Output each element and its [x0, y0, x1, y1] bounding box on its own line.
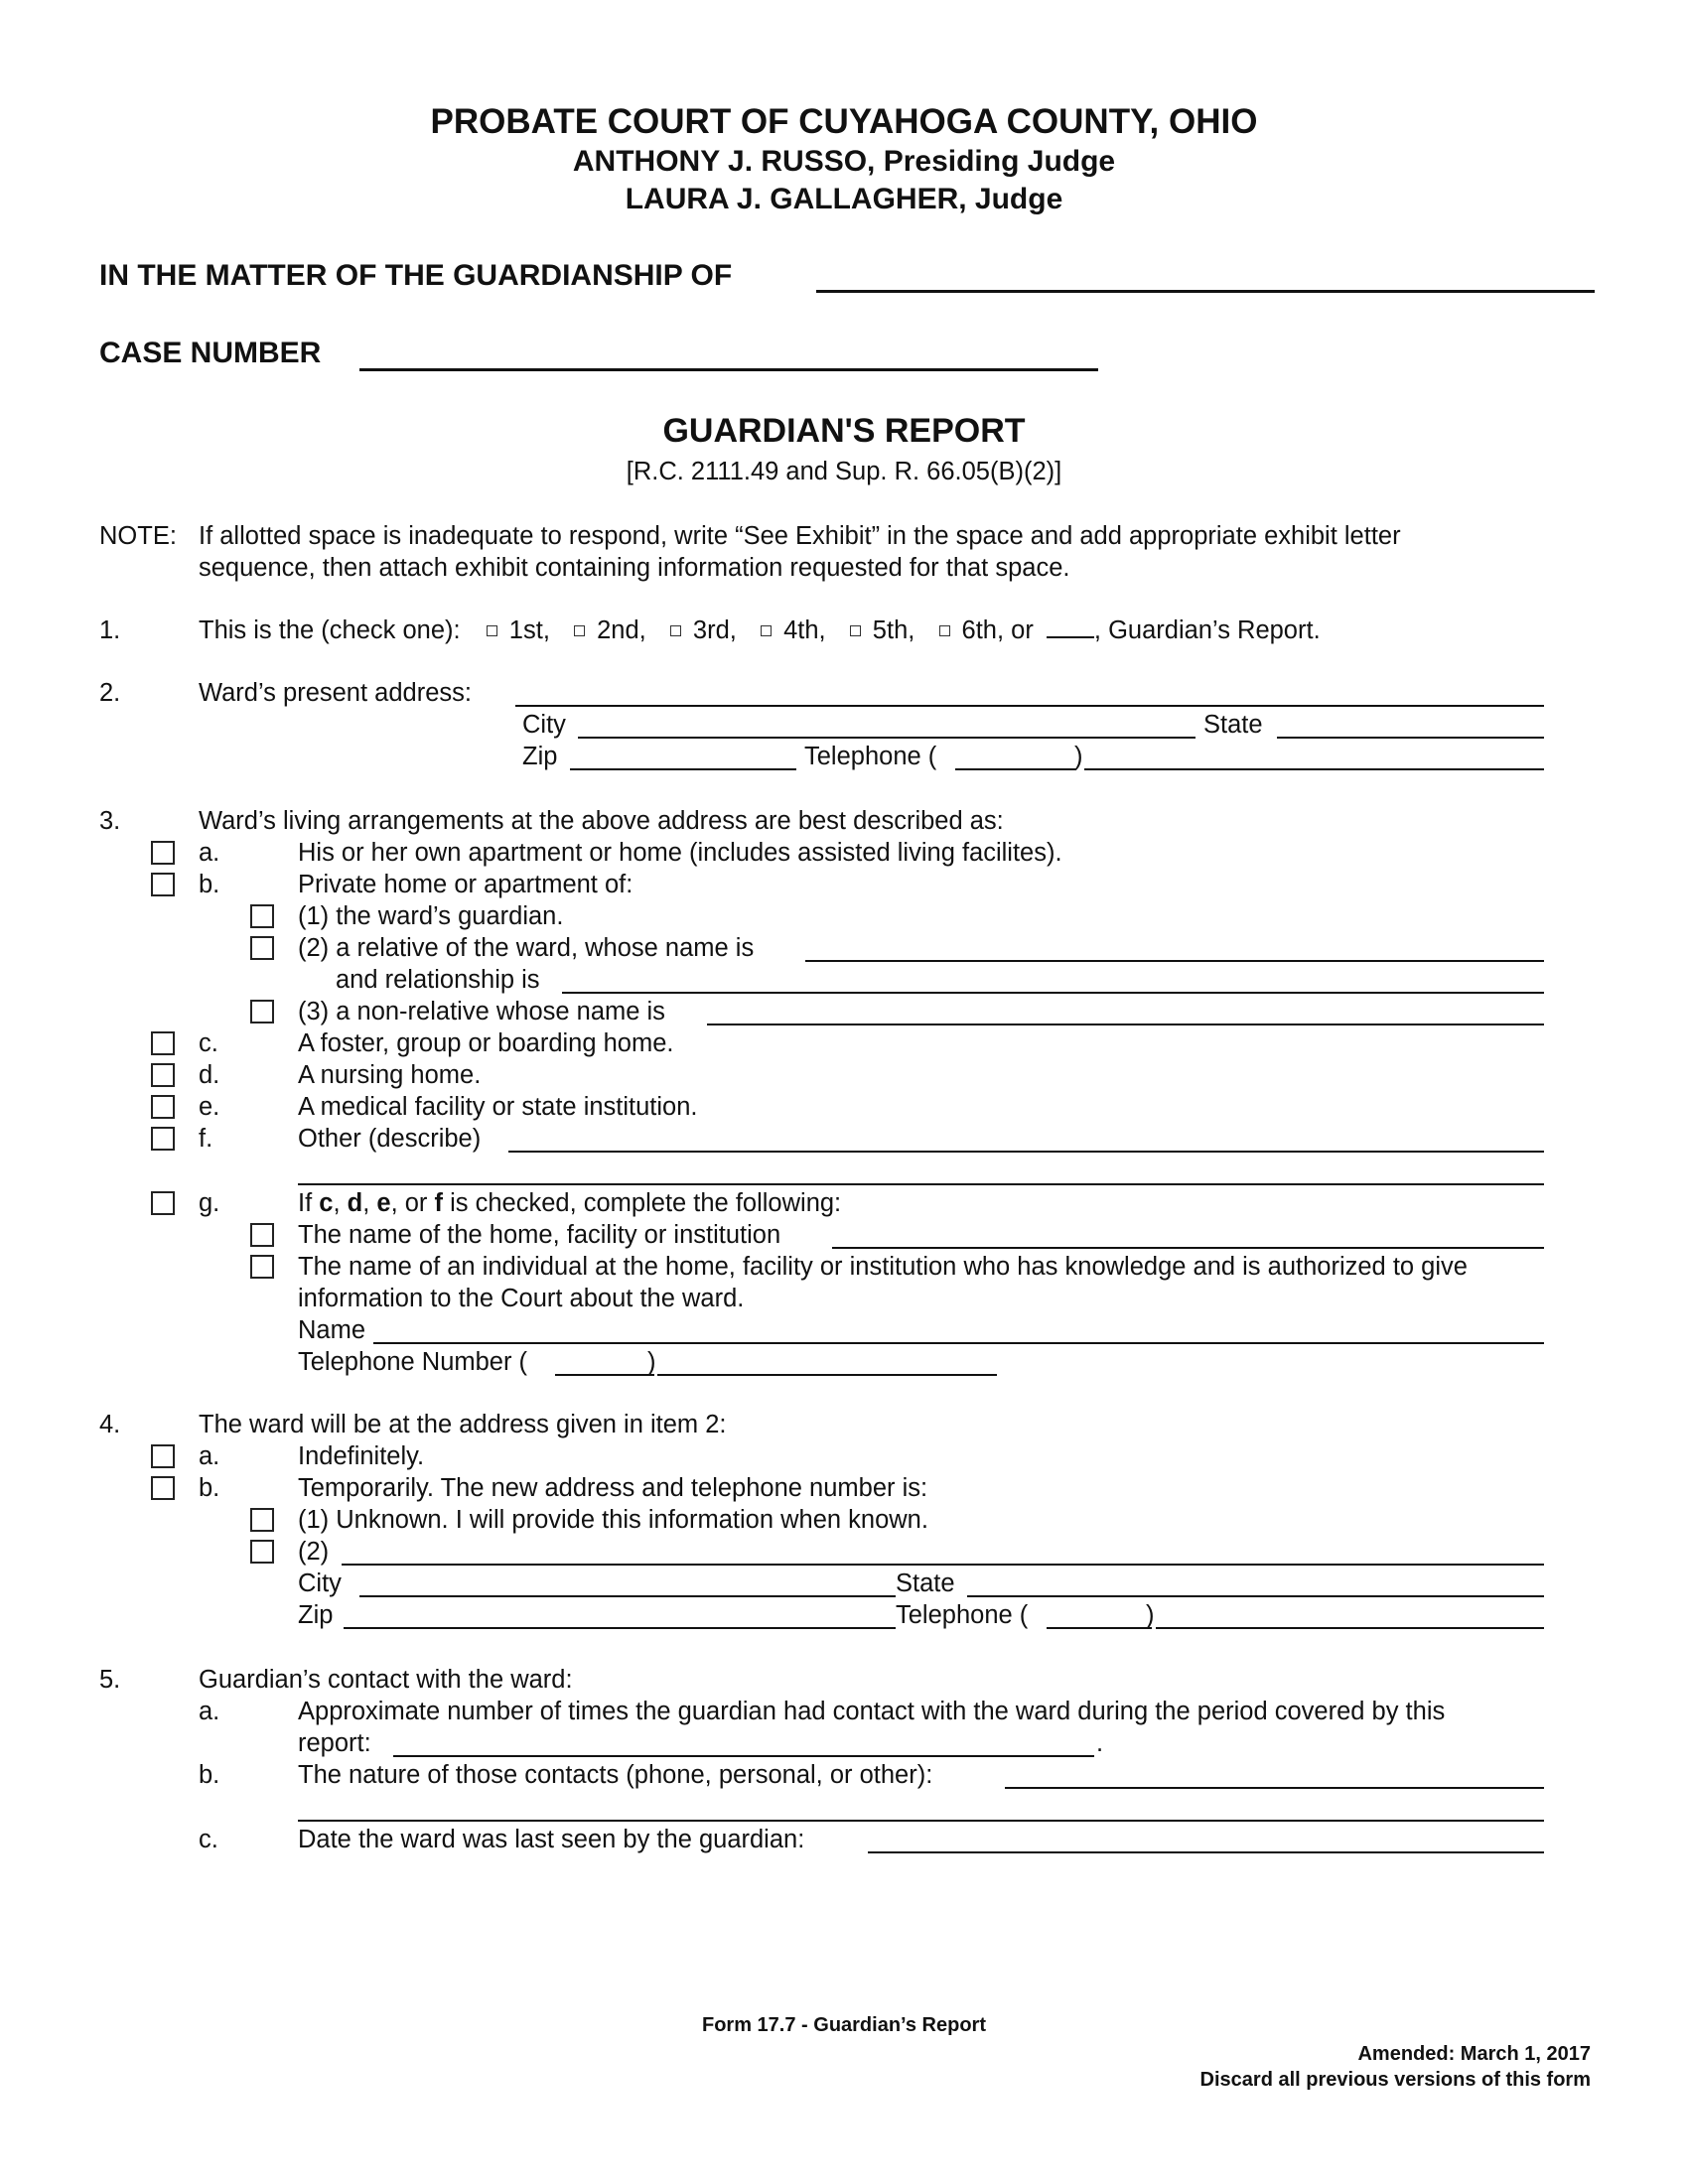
g-d: d	[347, 1189, 363, 1217]
item-3c-text: A foster, group or boarding home.	[298, 1029, 674, 1057]
item-4b-letter: b.	[199, 1474, 220, 1502]
item-5a-line2: report:	[298, 1729, 371, 1757]
option-3f-checkbox[interactable]	[151, 1127, 175, 1151]
item-4-number: 4.	[99, 1411, 121, 1438]
option-4b-checkbox[interactable]	[151, 1476, 175, 1500]
option-3b3-checkbox[interactable]	[250, 1000, 274, 1024]
option-3b1-checkbox[interactable]	[250, 904, 274, 928]
item-1-row	[199, 615, 1321, 645]
option-3g2-checkbox[interactable]	[250, 1255, 274, 1279]
new-telephone-label: Telephone (	[896, 1601, 1029, 1629]
contact-nature-field[interactable]	[1005, 1787, 1544, 1789]
item-3g-letter: g.	[199, 1189, 220, 1217]
item-5-heading: Guardian’s contact with the ward:	[199, 1666, 573, 1694]
item-3a-letter: a.	[199, 839, 220, 867]
item-4b-text: Temporarily. The new address and telephone number is:	[298, 1474, 928, 1502]
footer-form-name: Form 17.7 - Guardian’s Report	[702, 2014, 986, 2036]
relationship-label: and relationship is	[336, 966, 540, 994]
option-4b1-checkbox[interactable]	[250, 1508, 274, 1532]
city-label: City	[522, 711, 566, 739]
item-4-heading: The ward will be at the address given in item 2:	[199, 1411, 727, 1438]
option-5th-label: 5th,	[872, 616, 915, 644]
g-f: f	[434, 1189, 443, 1217]
new-telephone-field[interactable]	[1156, 1627, 1544, 1629]
item-5b-letter: b.	[199, 1761, 220, 1789]
item-5c-text: Date the ward was last seen by the guardian:	[298, 1826, 805, 1853]
state-label: State	[1203, 711, 1263, 739]
option-4th-checkbox[interactable]	[761, 625, 772, 636]
item-4a-letter: a.	[199, 1442, 220, 1470]
item-5a-letter: a.	[199, 1698, 220, 1725]
item-3e-letter: e.	[199, 1093, 220, 1121]
option-3rd-label: 3rd,	[692, 616, 737, 644]
option-3a-checkbox[interactable]	[151, 841, 175, 865]
item-2-number: 2.	[99, 679, 121, 707]
telephone-field[interactable]	[1084, 768, 1544, 770]
item-3b3-text: (3) a non-relative whose name is	[298, 998, 665, 1025]
option-3b-checkbox[interactable]	[151, 873, 175, 896]
item-3d-text: A nursing home.	[298, 1061, 482, 1089]
contact-count-field[interactable]	[393, 1755, 1094, 1757]
telephone-label: Telephone (	[804, 743, 937, 770]
item-4a-text: Indefinitely.	[298, 1442, 425, 1470]
option-6th-checkbox[interactable]	[939, 625, 950, 636]
new-telephone-paren: )	[1146, 1601, 1155, 1629]
item-1-suffix: , Guardian’s Report.	[1093, 616, 1321, 644]
item-5-number: 5.	[99, 1666, 121, 1694]
zip-field[interactable]	[570, 768, 796, 770]
footer-amended: Amended: March 1, 2017	[1357, 2043, 1591, 2065]
new-zip-field[interactable]	[344, 1627, 896, 1629]
item-4b2-text: (2)	[298, 1538, 330, 1566]
option-1st-label: 1st,	[508, 616, 550, 644]
option-4a-checkbox[interactable]	[151, 1444, 175, 1468]
option-3rd-checkbox[interactable]	[670, 625, 681, 636]
area-code-field[interactable]	[955, 768, 1076, 770]
item-4b1-text: (1) Unknown. I will provide this information when known.	[298, 1506, 928, 1534]
telephone-paren: )	[1074, 743, 1083, 770]
item-3g-text: If c, d, e, or f is checked, complete the following:	[298, 1189, 842, 1217]
item-3b2-text: (2) a relative of the ward, whose name is	[298, 934, 755, 962]
note-label: NOTE:	[99, 522, 177, 550]
item-5a-period: .	[1096, 1729, 1104, 1757]
contact-nature-field-2[interactable]	[298, 1820, 1544, 1822]
option-4b2-checkbox[interactable]	[250, 1540, 274, 1564]
judge: LAURA J. GALLAGHER, Judge	[625, 183, 1063, 215]
item-3f-text: Other (describe)	[298, 1125, 482, 1153]
page-title: GUARDIAN'S REPORT	[662, 412, 1026, 450]
option-4th-label: 4th,	[783, 616, 826, 644]
option-3e-checkbox[interactable]	[151, 1095, 175, 1119]
contact-name-field[interactable]	[373, 1342, 1544, 1344]
option-2nd-checkbox[interactable]	[574, 625, 585, 636]
address-label: Ward’s present address:	[199, 679, 472, 707]
new-zip-label: Zip	[298, 1601, 334, 1629]
non-relative-name-field[interactable]	[707, 1024, 1544, 1025]
city-field[interactable]	[578, 737, 1196, 739]
option-3d-checkbox[interactable]	[151, 1063, 175, 1087]
item-3b-text: Private home or apartment of:	[298, 871, 633, 898]
item-3c-letter: c.	[199, 1029, 218, 1057]
new-area-code-field[interactable]	[1047, 1627, 1152, 1629]
relative-name-field[interactable]	[805, 960, 1544, 962]
item-3g1-text: The name of the home, facility or institution	[298, 1221, 781, 1249]
contact-name-label: Name	[298, 1316, 366, 1344]
item-3b1-text: (1) the ward’s guardian.	[298, 902, 564, 930]
new-address-field[interactable]	[342, 1564, 1544, 1566]
case-number-field[interactable]	[359, 368, 1098, 371]
matter-label: IN THE MATTER OF THE GUARDIANSHIP OF	[99, 259, 733, 292]
state-field[interactable]	[1277, 737, 1544, 739]
g-c: c	[319, 1189, 334, 1217]
item-3g2-line2: information to the Court about the ward.	[298, 1285, 745, 1312]
address-field[interactable]	[515, 705, 1544, 707]
new-city-field[interactable]	[359, 1595, 896, 1597]
item-3a-text: His or her own apartment or home (includes assisted living facilites).	[298, 839, 1062, 867]
form-citation: [R.C. 2111.49 and Sup. R. 66.05(B)(2)]	[626, 458, 1062, 485]
item-3-heading: Ward’s living arrangements at the above address are best described as:	[199, 807, 1004, 835]
option-5th-checkbox[interactable]	[850, 625, 861, 636]
option-3c-checkbox[interactable]	[151, 1031, 175, 1055]
g-rest: is checked, complete the following:	[450, 1189, 842, 1217]
new-state-label: State	[896, 1570, 955, 1597]
item-3-number: 3.	[99, 807, 121, 835]
relationship-field[interactable]	[562, 992, 1544, 994]
case-number-label: CASE NUMBER	[99, 337, 322, 369]
contact-telephone-field[interactable]	[657, 1374, 997, 1376]
item-3e-text: A medical facility or state institution.	[298, 1093, 698, 1121]
item-3f-letter: f.	[199, 1125, 213, 1153]
item-1-number: 1.	[99, 616, 121, 644]
court-title: PROBATE COURT OF CUYAHOGA COUNTY, OHIO	[430, 102, 1258, 141]
option-2nd-label: 2nd,	[597, 616, 646, 644]
new-state-field[interactable]	[967, 1595, 1544, 1597]
g-if: If	[298, 1189, 313, 1217]
facility-name-field[interactable]	[832, 1247, 1544, 1249]
note-line-2: sequence, then attach exhibit containing information requested for that space.	[199, 554, 1070, 582]
item-5c-letter: c.	[199, 1826, 218, 1853]
contact-telephone-paren: )	[647, 1348, 656, 1376]
presiding-judge: ANTHONY J. RUSSO, Presiding Judge	[572, 145, 1116, 178]
option-1st-checkbox[interactable]	[487, 625, 497, 636]
contact-telephone-label: Telephone Number (	[298, 1348, 528, 1376]
ward-name-field[interactable]	[816, 290, 1595, 293]
g-e: e	[376, 1189, 391, 1217]
other-report-number-field[interactable]	[1047, 616, 1094, 638]
item-1-prefix: This is the (check one):	[199, 616, 461, 644]
option-3g-checkbox[interactable]	[151, 1191, 175, 1215]
option-3g1-checkbox[interactable]	[250, 1223, 274, 1247]
option-6th-label: 6th, or	[961, 616, 1034, 644]
zip-label: Zip	[522, 743, 558, 770]
option-3b2-checkbox[interactable]	[250, 936, 274, 960]
other-describe-field-2[interactable]	[298, 1183, 1544, 1185]
new-city-label: City	[298, 1570, 342, 1597]
item-3b-letter: b.	[199, 871, 220, 898]
last-seen-date-field[interactable]	[868, 1851, 1544, 1853]
note-line-1: If allotted space is inadequate to respond, write “See Exhibit” in the space and add appropriate exhibit letter	[199, 522, 1401, 550]
item-5b-text: The nature of those contacts (phone, personal, or other):	[298, 1761, 933, 1789]
item-3d-letter: d.	[199, 1061, 220, 1089]
footer-discard: Discard all previous versions of this form	[1199, 2069, 1591, 2091]
other-describe-field[interactable]	[508, 1151, 1544, 1153]
item-3g2-line1: The name of an individual at the home, facility or institution who has knowledge and is authorized to give	[298, 1253, 1468, 1281]
g-or: , or	[390, 1189, 428, 1217]
item-5a-line1: Approximate number of times the guardian had contact with the ward during the period covered by this	[298, 1698, 1446, 1725]
contact-area-code-field[interactable]	[555, 1374, 654, 1376]
